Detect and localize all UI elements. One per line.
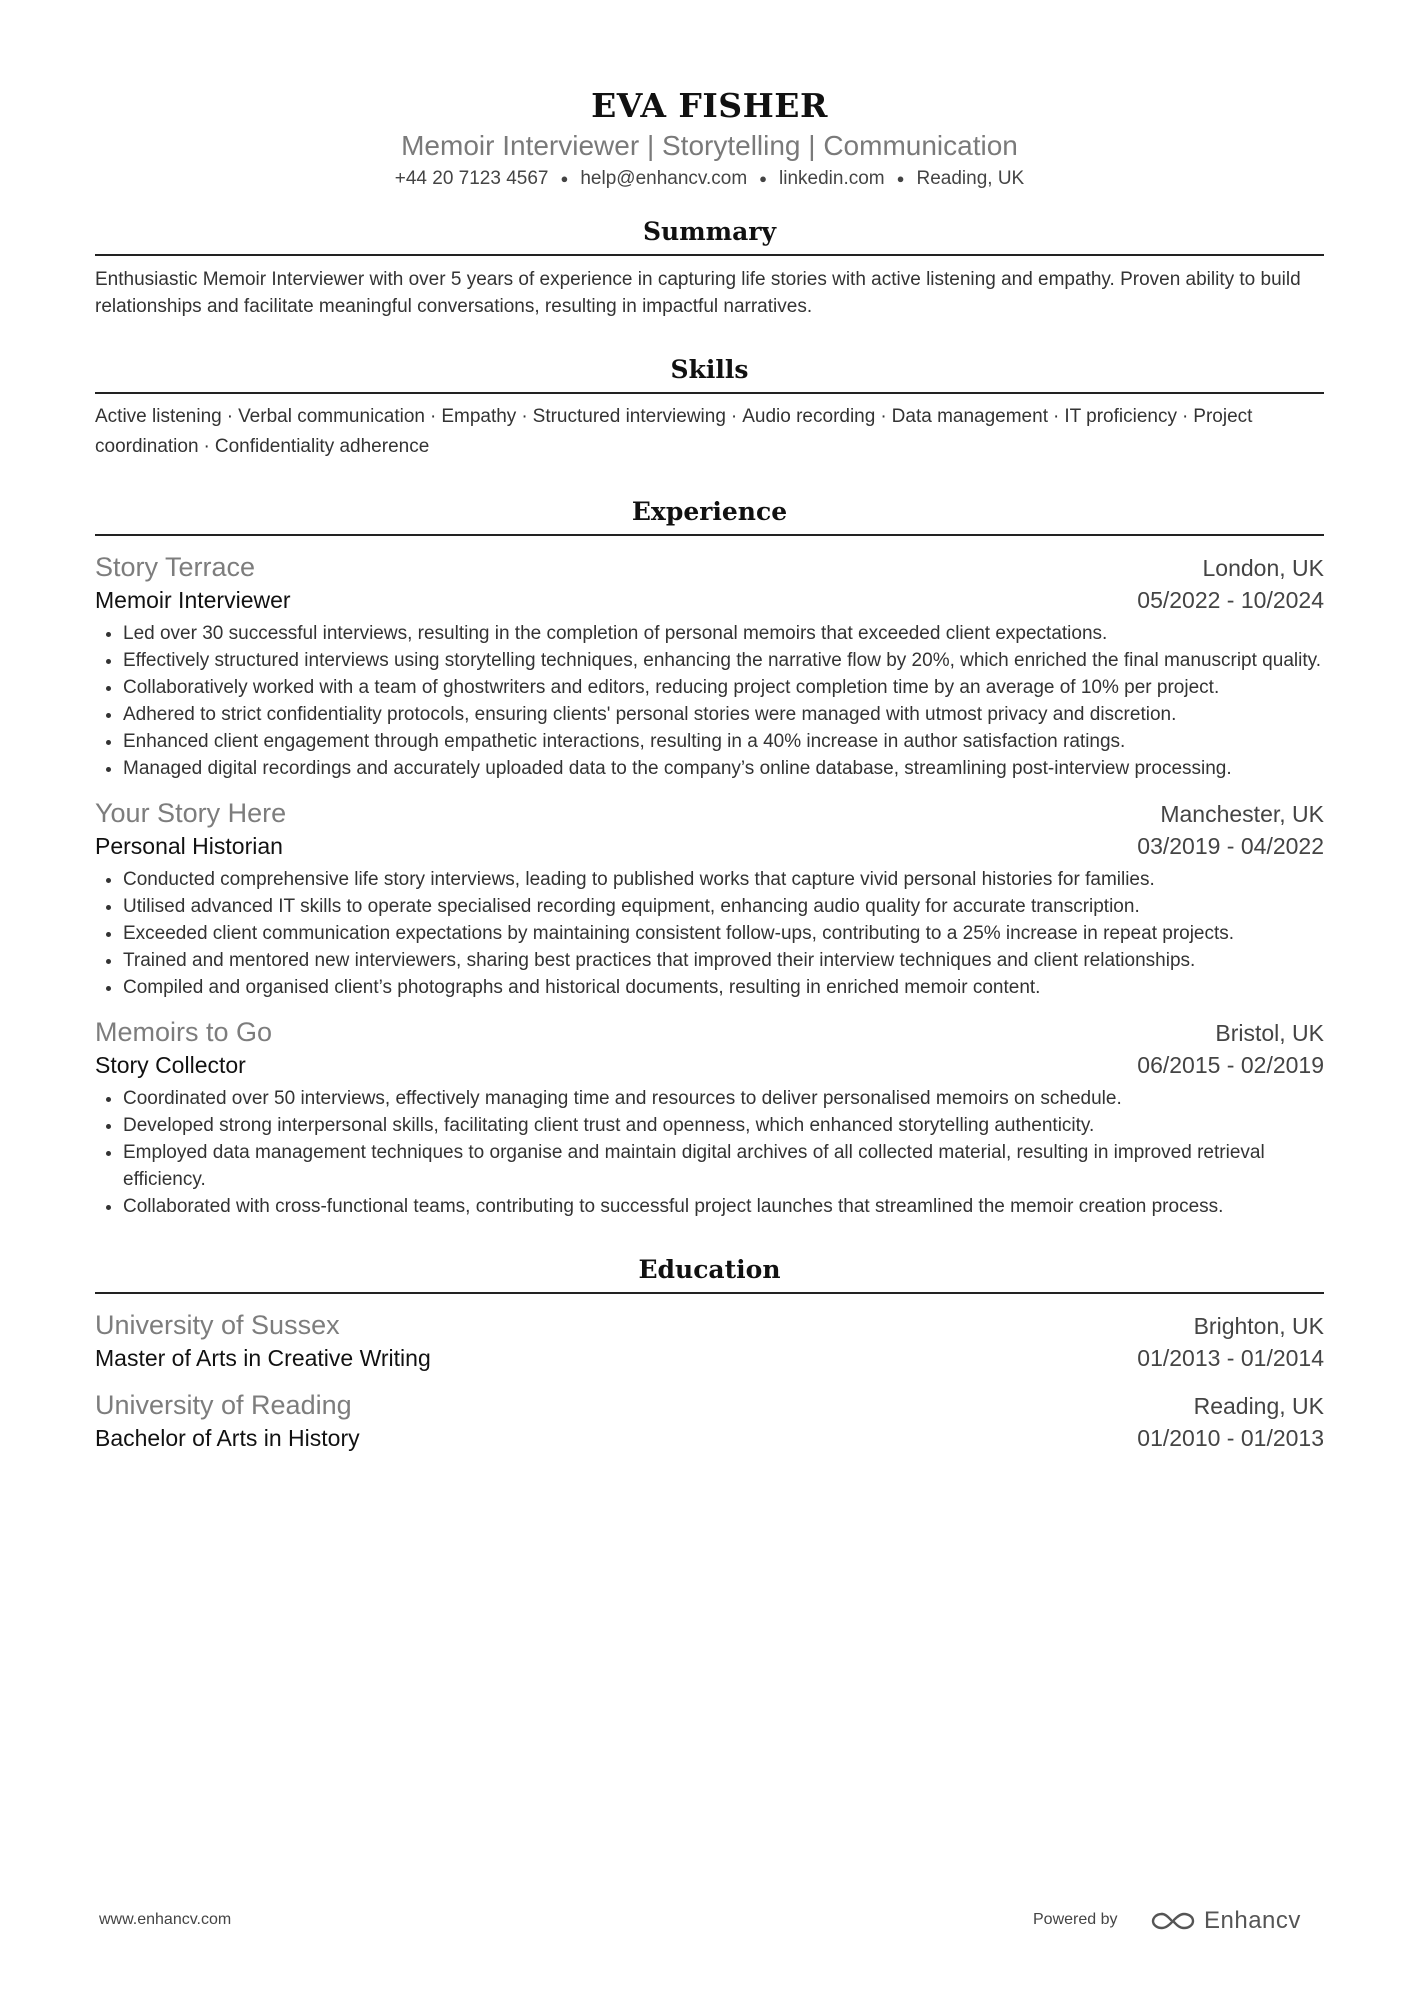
- education-entry-subheader: [95, 1342, 1324, 1374]
- achievement-list: [95, 1085, 1324, 1220]
- experience-entry-header: [95, 796, 1324, 830]
- footer-website-link[interactable]: www.enhancv.com: [99, 1911, 232, 1928]
- skill-item: Project coordination: [95, 406, 1253, 458]
- candidate-name: EVA FISHER: [591, 86, 828, 125]
- contact-location: Reading, UK: [916, 168, 1025, 190]
- achievement-item: • Developed strong interpersonal skills, facilitating client trust and openness, which enhanced storytelling authenticity.: [123, 1112, 1324, 1139]
- experience-entry-subheader: [95, 830, 1324, 862]
- experience-entry: [95, 550, 1324, 782]
- bullet-separator: ●: [759, 171, 768, 186]
- achievement-item: • Collaborated with cross-functional teams, contributing to successful project launches that streamlined the memoir creation process.: [123, 1193, 1324, 1220]
- degree-name: Master of Arts in Creative Writing: [95, 1345, 431, 1372]
- school-name: University of Sussex: [95, 1310, 340, 1341]
- skill-separator: ·: [226, 406, 234, 428]
- company-name: Your Story Here: [95, 798, 287, 829]
- experience-entry-subheader: [95, 584, 1324, 616]
- company-name: Memoirs to Go: [95, 1017, 273, 1048]
- education-dates: 01/2013 - 01/2014: [1137, 1345, 1324, 1372]
- skill-item: Audio recording: [742, 406, 876, 428]
- achievement-item: • Trained and mentored new interviewers, sharing best practices that improved their interview techniques and client relationships.: [123, 947, 1324, 974]
- enhancv-brand-name: Enhancv: [1204, 1907, 1301, 1934]
- skill-separator: ·: [521, 406, 528, 428]
- linkedin-link[interactable]: linkedin.com: [779, 168, 885, 190]
- skill-separator: ·: [1052, 406, 1060, 428]
- achievement-item: • Effectively structured interviews using storytelling techniques, enhancing the narrative flow by 20%, which enriched the final manuscript quality.: [123, 647, 1324, 674]
- education-entry: [95, 1308, 1324, 1374]
- resume-header: [95, 86, 1324, 192]
- achievement-item: • Led over 30 successful interviews, resulting in the completion of personal memoirs that exceeded client expectations.: [123, 620, 1324, 647]
- skill-item: Verbal communication: [238, 406, 425, 428]
- powered-by-label: Powered by: [1033, 1911, 1118, 1928]
- experience-entry-header: [95, 1015, 1324, 1049]
- achievement-item: • Exceeded client communication expectations by maintaining consistent follow-ups, contributing to a 25% increase in repeat projects.: [123, 920, 1324, 947]
- skill-item: Empathy: [441, 406, 517, 428]
- education-dates: 01/2010 - 01/2013: [1137, 1425, 1324, 1452]
- skill-item: IT proficiency: [1064, 406, 1177, 428]
- experience-heading: Experience: [95, 496, 1324, 536]
- job-dates: 05/2022 - 10/2024: [1137, 587, 1324, 614]
- skill-separator: ·: [1181, 406, 1189, 428]
- summary-text: Enthusiastic Memoir Interviewer with over 5 years of experience in capturing life stories with active listening and empathy. Proven ability to build relationships and facilitate meaningful conversations, resulting in impactful narratives.: [95, 269, 1301, 318]
- enhancv-infinity-logo-icon: [1150, 1909, 1196, 1933]
- company-name: Story Terrace: [95, 552, 256, 583]
- skill-item: Structured interviewing: [532, 406, 726, 428]
- page-footer: [0, 1905, 1410, 1935]
- summary-heading: Summary: [95, 216, 1324, 256]
- experience-section: [95, 496, 1324, 1220]
- achievement-item: • Collaboratively worked with a team of ghostwriters and editors, reducing project completion time by an average of 10% per project.: [123, 674, 1324, 701]
- experience-entry: [95, 1015, 1324, 1220]
- bullet-separator: ●: [896, 171, 905, 186]
- skill-separator: ·: [730, 406, 738, 428]
- education-entry-subheader: [95, 1422, 1324, 1454]
- achievement-list: [95, 620, 1324, 782]
- enhancv-logo[interactable]: [1150, 1907, 1301, 1935]
- education-section: [95, 1254, 1324, 1454]
- skill-separator: ·: [203, 436, 210, 458]
- candidate-headline: Memoir Interviewer | Storytelling | Communication: [401, 130, 1018, 161]
- achievement-item: • Coordinated over 50 interviews, effectively managing time and resources to deliver personalised memoirs on schedule.: [123, 1085, 1324, 1112]
- education-list: [95, 1308, 1324, 1454]
- experience-list: [95, 550, 1324, 1220]
- email-link[interactable]: help@enhancv.com: [580, 168, 748, 190]
- skill-item: Data management: [891, 406, 1048, 428]
- job-dates: 06/2015 - 02/2019: [1137, 1052, 1324, 1079]
- education-entry: [95, 1388, 1324, 1454]
- skill-separator: ·: [880, 406, 887, 428]
- school-name: University of Reading: [95, 1390, 352, 1421]
- achievement-item: • Enhanced client engagement through empathetic interactions, resulting in a 40% increase in author satisfaction ratings.: [123, 728, 1324, 755]
- skills-heading: Skills: [95, 354, 1324, 394]
- job-location: London, UK: [1202, 555, 1324, 582]
- education-entry-header: [95, 1308, 1324, 1342]
- achievement-item: • Compiled and organised client’s photographs and historical documents, resulting in enriched memoir content.: [123, 974, 1324, 1001]
- achievement-item: • Managed digital recordings and accurately uploaded data to the company’s online database, streamlining post-interview processing.: [123, 755, 1324, 782]
- job-dates: 03/2019 - 04/2022: [1137, 833, 1324, 860]
- degree-name: Bachelor of Arts in History: [95, 1425, 360, 1452]
- experience-entry-subheader: [95, 1049, 1324, 1081]
- skills-section: [95, 354, 1324, 462]
- job-title: Memoir Interviewer: [95, 587, 291, 614]
- bullet-separator: ●: [560, 171, 569, 186]
- education-entry-header: [95, 1388, 1324, 1422]
- school-location: Brighton, UK: [1193, 1313, 1324, 1340]
- experience-entry-header: [95, 550, 1324, 584]
- summary-section: [95, 216, 1324, 320]
- achievement-item: • Adhered to strict confidentiality protocols, ensuring clients' personal stories were managed with utmost privacy and discretion.: [123, 701, 1324, 728]
- achievement-list: [95, 866, 1324, 1001]
- job-title: Story Collector: [95, 1052, 246, 1079]
- job-location: Manchester, UK: [1160, 801, 1324, 828]
- contact-line: [95, 166, 1324, 192]
- experience-entry: [95, 796, 1324, 1001]
- skill-item: Active listening: [95, 406, 222, 428]
- achievement-item: • Employed data management techniques to organise and maintain digital archives of all collected material, resulting in improved retrieval efficiency.: [123, 1139, 1324, 1193]
- skill-item: Confidentiality adherence: [214, 436, 430, 458]
- achievement-item: • Utilised advanced IT skills to operate specialised recording equipment, enhancing audio quality for accurate transcription.: [123, 893, 1324, 920]
- resume-page: [95, 86, 1324, 1454]
- achievement-item: • Conducted comprehensive life story interviews, leading to published works that capture vivid personal histories for families.: [123, 866, 1324, 893]
- job-location: Bristol, UK: [1215, 1020, 1324, 1047]
- school-location: Reading, UK: [1193, 1393, 1324, 1420]
- job-title: Personal Historian: [95, 833, 283, 860]
- phone-number: +44 20 7123 4567: [394, 168, 549, 190]
- skills-list: [95, 402, 1324, 462]
- skill-separator: ·: [430, 406, 437, 428]
- education-heading: Education: [95, 1254, 1324, 1294]
